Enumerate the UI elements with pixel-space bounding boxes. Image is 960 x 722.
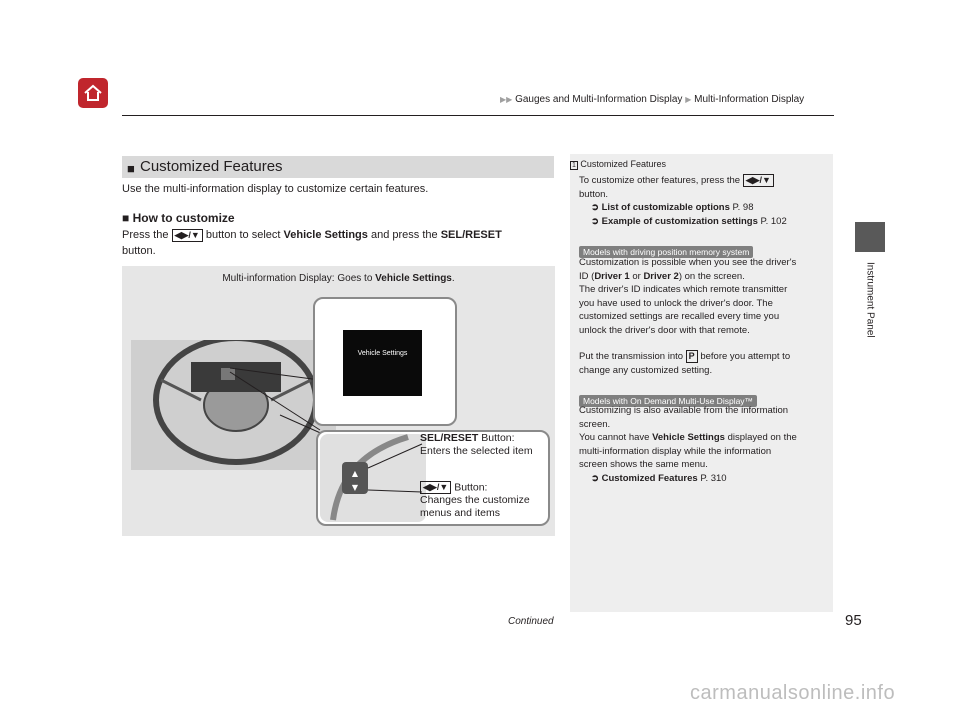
breadcrumb-arrow-icon: ▶ (685, 95, 692, 104)
chapter-tab-label: Instrument Panel (864, 262, 876, 338)
svg-text:▼: ▼ (351, 483, 359, 492)
info-button-label: ◀▶/▼ Button: Changes the customize menus and items (420, 481, 530, 520)
breadcrumb-link-gauges[interactable]: Gauges and Multi-Information Display (515, 94, 683, 105)
info-button-icon: ◀▶/▼ (743, 174, 774, 187)
link-3[interactable]: ➲ Customized Features P. 310 (591, 472, 727, 484)
arrow-icon: ➲ (591, 202, 599, 214)
arrow-icon: ➲ (591, 215, 599, 227)
section-square-icon: ■ (127, 161, 135, 176)
link-1[interactable]: ➲ List of customizable options P. 98 (591, 202, 754, 214)
sidebar-para-3: Put the transmission into P before you attempt to change any customized setting. (579, 351, 791, 376)
sidebar-para-2: Customization is possible when you see the driver's ID (Driver 1 or Driver 2) on the screen. The driver's ID indicates which remote transmitter you have used to unlock the driver's door. The customized settings are recalled every time you unlock the driver's door with that remote. (579, 257, 797, 336)
info-button-icon: ◀▶/▼ (420, 481, 451, 494)
home-icon (82, 82, 104, 104)
breadcrumb-arrow-icon: ▶▶ (500, 95, 513, 104)
breadcrumb-link-mid[interactable]: Multi-Information Display (694, 94, 805, 105)
info-button-icon: ◀▶/▼ (172, 229, 203, 242)
park-key-icon: P (686, 350, 698, 363)
svg-text:▲: ▲ (351, 469, 359, 478)
continued-label: Continued (508, 616, 554, 627)
header-divider (122, 115, 834, 116)
section-header (122, 156, 554, 178)
sidebar-para-1: To customize other features, press the ◀▶/▼ button. ➲ List of customizable options P. 98 ➲ Example of customization settings P. 102 (579, 175, 787, 227)
sidebar-para-4: Customizing is also available from the information screen. You cannot have Vehicle Settings displayed on the multi-information display while the information screen shows the same menu. ➲ Customized Features P. 310 (579, 405, 797, 484)
arrow-icon: ➲ (591, 472, 599, 484)
home-button[interactable] (78, 78, 108, 108)
sidebar-title: 1 Customized Features (572, 159, 666, 169)
breadcrumb (500, 94, 804, 105)
sel-reset-label: SEL/RESET Button: Enters the selected item (420, 432, 533, 457)
model-badge-display: Models with On Demand Multi-Use Display™ (579, 391, 757, 409)
section-title: Customized Features (140, 158, 283, 175)
model-badge-memory: Models with driving position memory system (579, 242, 753, 260)
link-2[interactable]: ➲ Example of customization settings P. 102 (591, 215, 787, 227)
subsection-square-icon: ■ (122, 211, 130, 225)
chapter-tab[interactable] (855, 222, 885, 252)
section-intro: Use the multi-information display to customize certain features. (122, 183, 429, 195)
figure-caption: Multi-information Display: Goes to Vehicle Settings. (222, 273, 455, 284)
page-number: 95 (845, 612, 862, 629)
display-screen: Vehicle Settings (343, 330, 422, 396)
instruction-paragraph: Press the ◀▶/▼ button to select Vehicle Settings and press the SEL/RESET button. (122, 229, 502, 257)
subsection-heading: ■ How to customize (122, 211, 235, 225)
watermark: carmanualsonline.info (690, 682, 896, 704)
note-icon: 1 (572, 162, 576, 169)
steering-buttons-illustration (318, 432, 428, 524)
